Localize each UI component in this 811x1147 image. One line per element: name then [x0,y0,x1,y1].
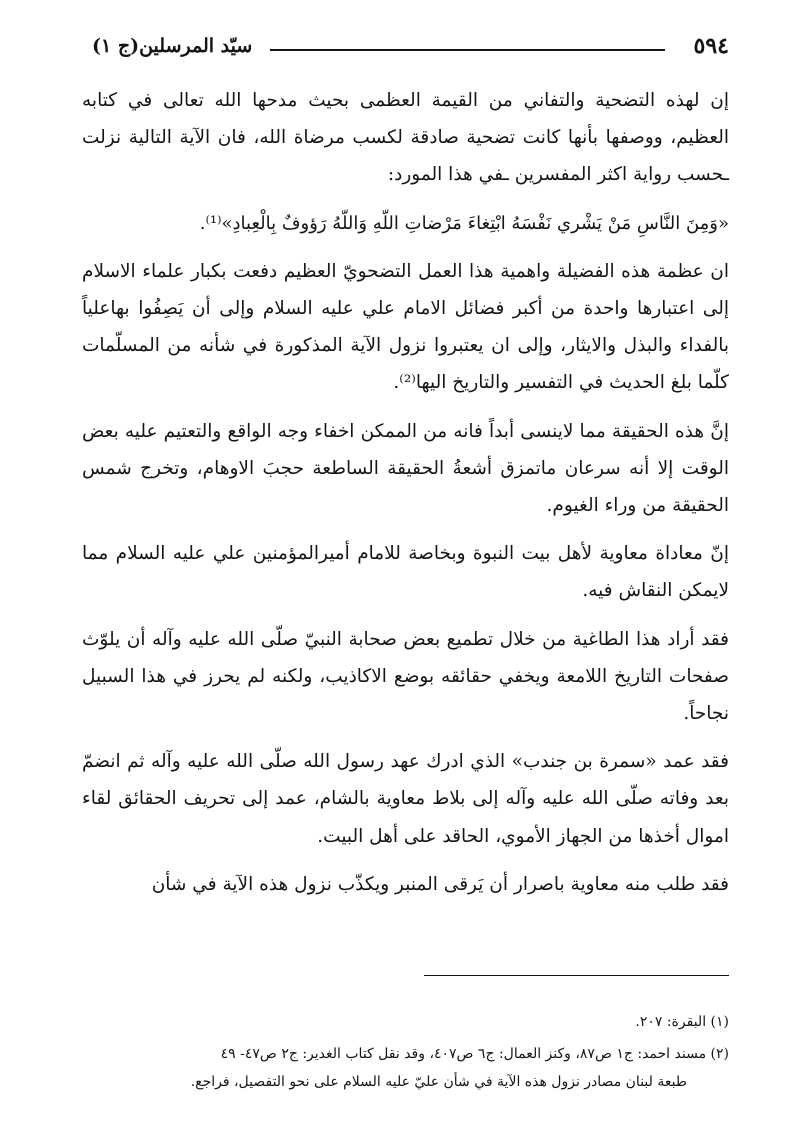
paragraph: إنّ معاداة معاوية لأهل بيت النبوة وبخاصة للامام أميرالمؤمنين علي عليه السلام مما لايمكن النقاش فيه. [82,543,729,602]
running-title: سيّد المرسلين(ج ١) [92,35,253,57]
paragraph: إن لهذه التضحية والتفاني من القيمة العظمى بحيث مدحها الله تعالى في كتابه العظيم، ووصفها بأنها كانت تضحية صادقة لكسب مرضاة الله، فان الآية التالية نزلت ـحسب رواية اكثر المفسرين ـفي هذا المورد: [82,90,729,186]
page-header [92,28,729,68]
page-number: ٥٩٤ [693,33,729,59]
paragraph: فقد طلب منه معاوية باصرار أن يَرقى المنبر ويكذّب نزول هذه الآية في شأن [151,873,729,895]
paragraph: فقد عمد «سمرة بن جندب» الذي ادرك عهد رسول الله صلّى الله عليه وآله ثم انضمّ بعد وفاته صلّى الله عليه وآله إلى بلاط معاوية بالشام، عمد إلى تحريف الحقائق لقاء اموال أخذها من الجهاز الأموي، الحاقد على أهل البيت. [82,751,729,847]
quran-verse: «وَمِنَ النَّاسِ مَنْ يَشْري نَفْسَهُ ابْتِغاءَ مَرْضاتِ اللّهِ وَاللّهُ رَؤوفٌ بِالْعِبادِ»⁽¹⁾. [199,212,729,234]
paragraph: فقد أراد هذا الطاغية من خلال تطميع بعض صحابة النبيّ صلّى الله عليه وآله أن يلوّث صفحات التاريخ اللامعة ويخفي حقائقه بوضع الاكاذيب، ولكنه لم يحرز في هذا السبيل نجاحاً. [82,628,729,725]
footnote-2: (٢) مسند احمد: ج١ ص٨٧، وكنز العمال: ج٦ ص٤٠٧، وقد نقل كتاب الغدير: ج٢ ص٤٧- ٤٩ [220,1046,729,1062]
footnote-separator [424,975,729,976]
body-text [82,82,729,903]
footnote-2-continuation: طبعة لبنان مصادر نزول هذه الآية في شأن عليّ عليه السلام على نحو التفصيل، فراجع. [190,1074,687,1090]
paragraph: ان عظمة هذه الفضيلة واهمية هذا العمل التضحويّ العظيم دفعت بكبار علماء الاسلام إلى اعتبارها واحدة من أكبر فضائل الامام علي عليه السلام وإلى أن يَصِفُوا بهاعلياً بالفداء والبذل والايثار، وإلى ان يعتبروا نزول الآية المذكورة في شأنه من المسلّمات كلّما بلغ الحديث في التفسير والتاريخ اليها⁽²⁾. [82,260,729,394]
footnotes [80,1008,729,1096]
footnote-1: (١) البقرة: ٢٠٧. [635,1014,729,1030]
header-rule [270,49,665,51]
paragraph: إنَّ هذه الحقيقة مما لاينسى أبداً فانه من الممكن اخفاء وجه الواقع والتعتيم عليه بعض الوقت إلا أنه سرعان ماتمزق أشعةُ الحقيقة الساطعة حجبَ الاوهام، وتخرج شمس الحقيقة من وراء الغيوم. [82,420,729,517]
